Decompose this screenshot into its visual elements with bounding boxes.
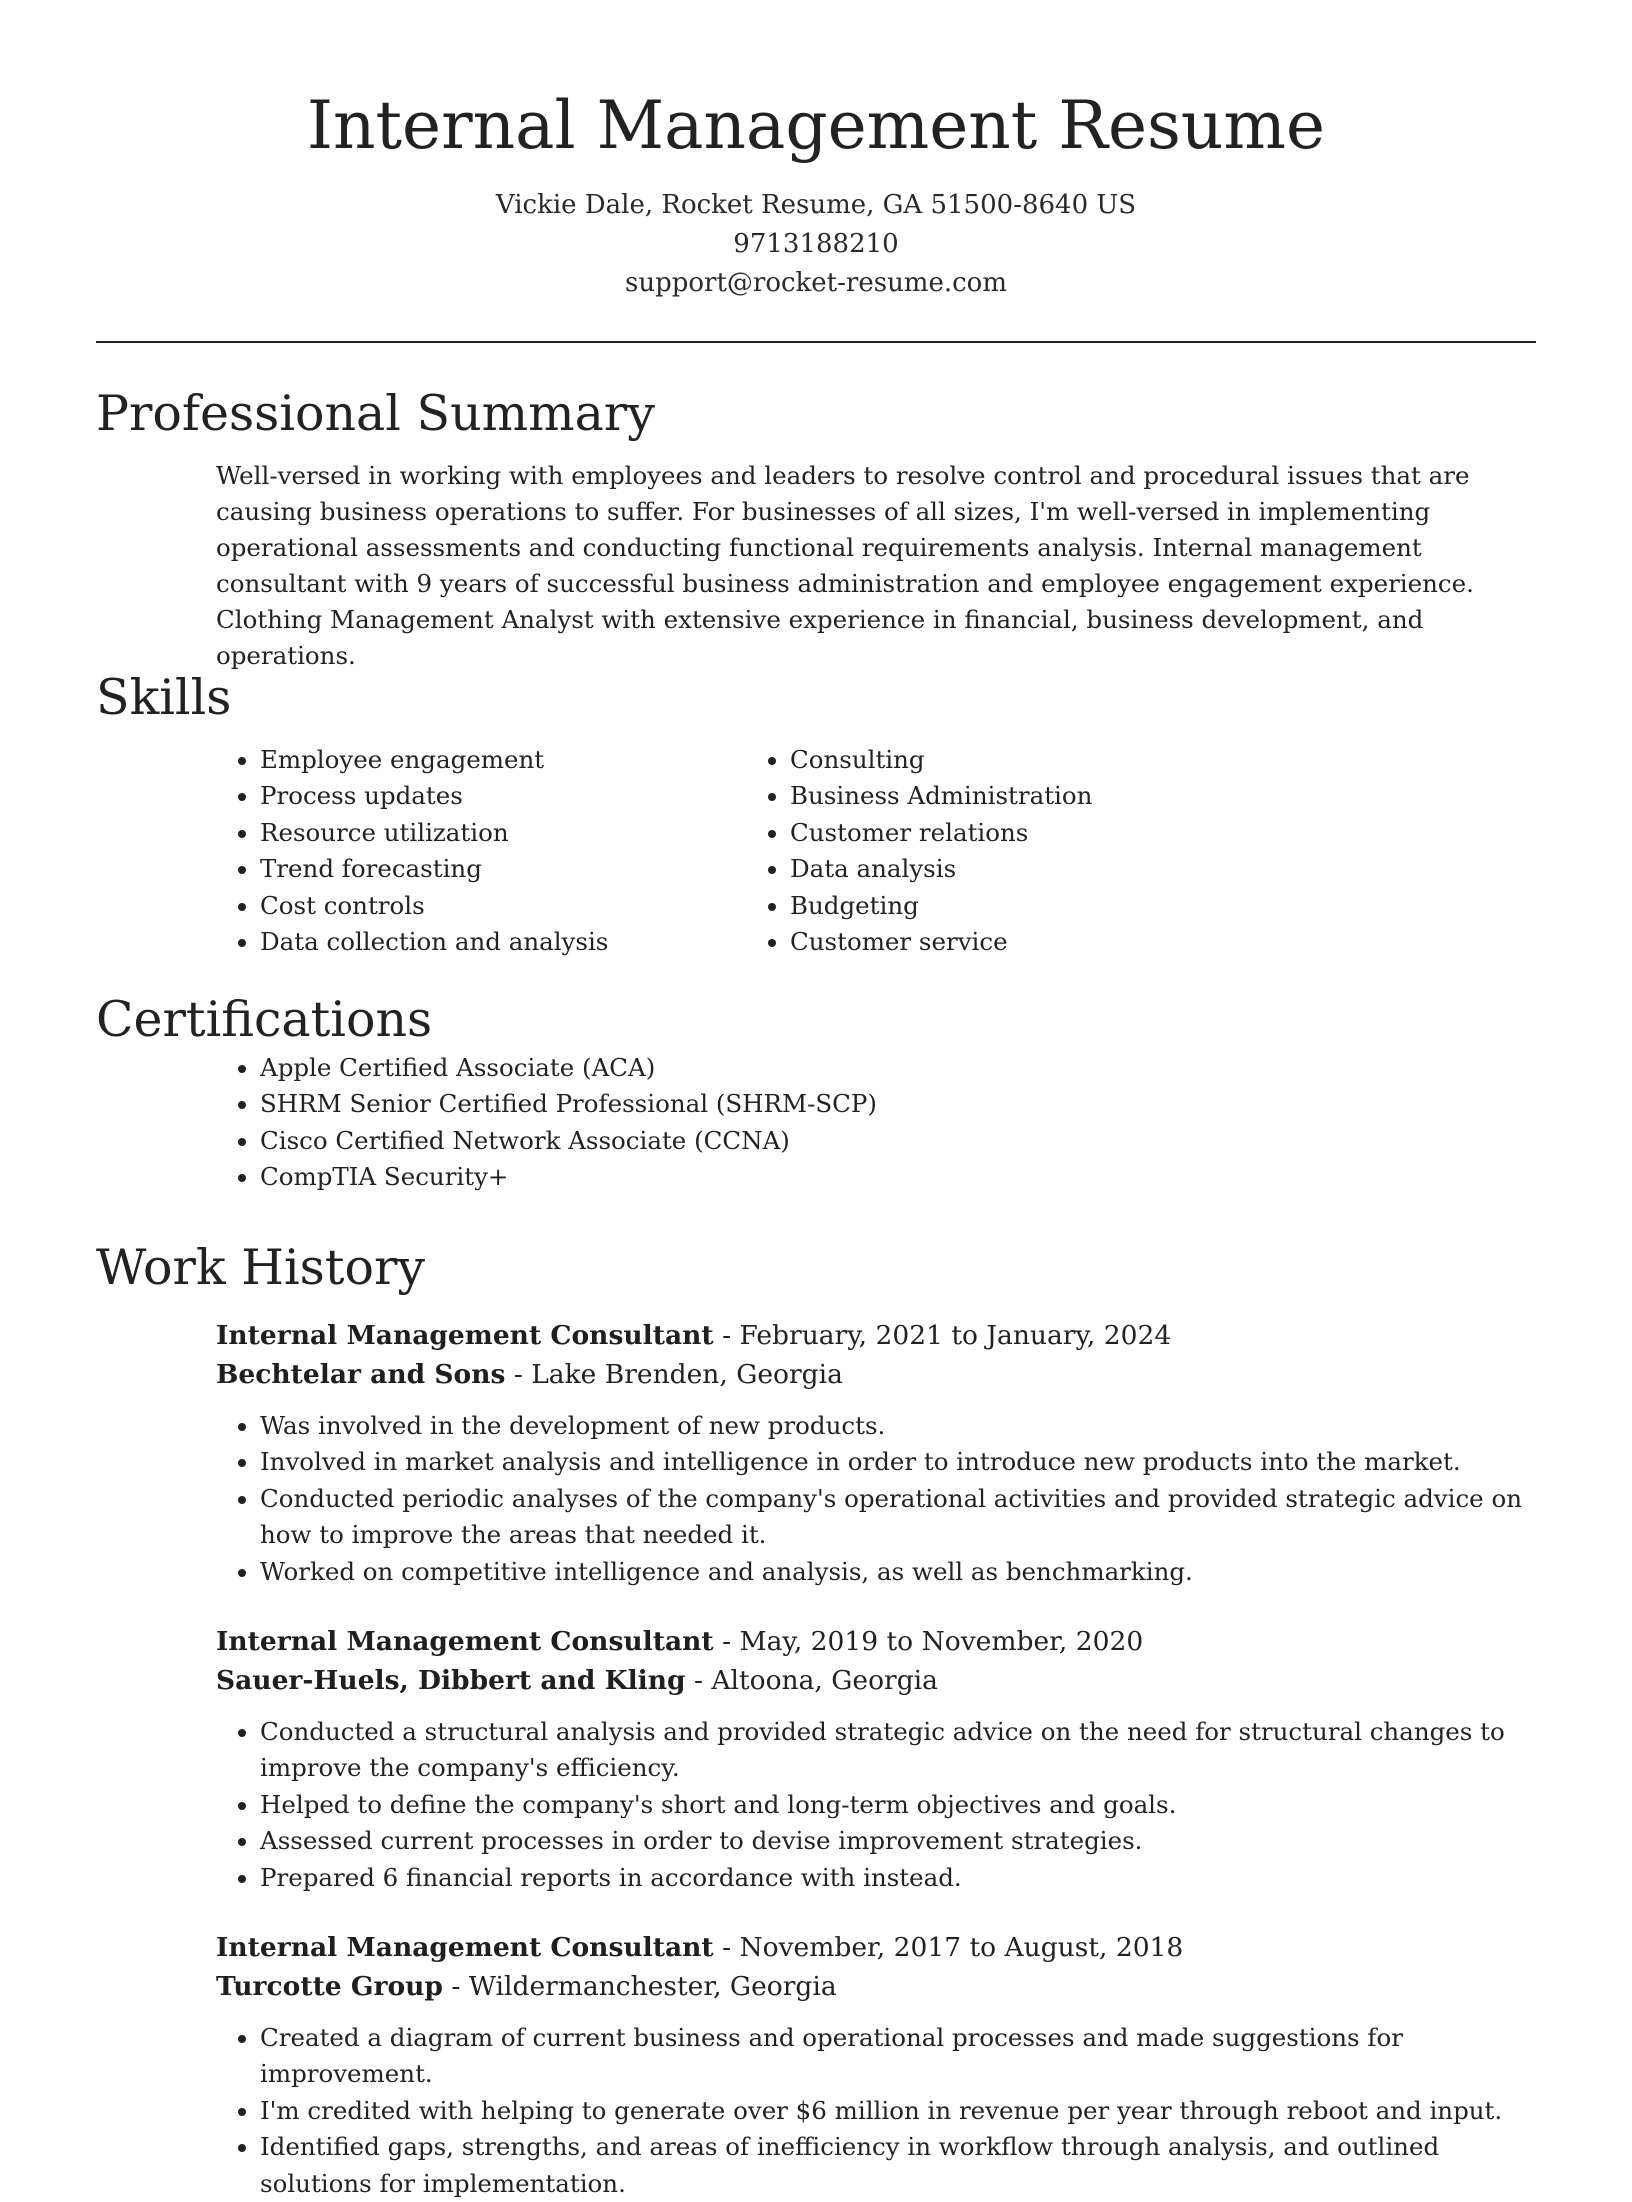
job-company: Turcotte Group — [216, 1971, 443, 2002]
skill-item: • Consulting — [790, 742, 1396, 778]
skill-item: • Cost controls — [260, 888, 746, 924]
job-title: Internal Management Consultant — [216, 1932, 714, 1963]
job-bullets — [216, 2020, 1536, 2202]
job-company-line — [216, 1661, 1536, 1700]
contact-block — [0, 186, 1632, 303]
job-bullet: • I'm credited with helping to generate over $6 million in revenue per year through reboot and input. — [260, 2093, 1536, 2129]
certification-item: • SHRM Senior Certified Professional (SHRM-SCP) — [260, 1086, 1536, 1122]
summary-section — [96, 384, 1536, 674]
skills-list-right — [746, 742, 1396, 960]
job-bullet: • Identified gaps, strengths, and areas of inefficiency in workflow through analysis, and outlined solutions for implementation. — [260, 2129, 1536, 2202]
job-bullet: • Prepared 6 financial reports in accordance with instead. — [260, 1860, 1536, 1896]
certification-item: • Cisco Certified Network Associate (CCNA) — [260, 1123, 1536, 1159]
job-bullet: • Involved in market analysis and intelligence in order to introduce new products into the market. — [260, 1444, 1536, 1480]
skills-columns — [96, 742, 1536, 960]
job-location: - Altoona, Georgia — [685, 1665, 938, 1696]
skill-item: • Business Administration — [790, 778, 1396, 814]
skill-item: • Resource utilization — [260, 815, 746, 851]
skill-item: • Trend forecasting — [260, 851, 746, 887]
job-bullets — [216, 1714, 1536, 1896]
summary-text: Well-versed in working with employees and leaders to resolve control and procedural issues that are causing business operations to suffer. For businesses of all sizes, I'm well-versed in implementing operational assessments and conducting functional requirements analysis. Internal management consultant with 9 years of successful business administration and employee engagement experience. Clothing Management Analyst with extensive experience in financial, business development, and operations. — [216, 461, 1474, 670]
skills-list-left — [96, 742, 746, 960]
skill-item: • Customer relations — [790, 815, 1396, 851]
summary-heading: Professional Summary — [96, 385, 655, 442]
work-history-heading: Work History — [96, 1239, 426, 1296]
job-dates: - February, 2021 to January, 2024 — [713, 1320, 1172, 1351]
skill-item: • Employee engagement — [260, 742, 746, 778]
job-entry — [96, 1928, 1536, 2202]
certification-item: • Apple Certified Associate (ACA) — [260, 1050, 1536, 1086]
job-block — [216, 1928, 1536, 2202]
skills-section — [96, 668, 1536, 960]
job-bullet: • Helped to define the company's short and long-term objectives and goals. — [260, 1787, 1536, 1823]
job-title: Internal Management Consultant — [216, 1320, 714, 1351]
skills-heading: Skills — [96, 669, 232, 726]
job-company: Sauer-Huels, Dibbert and Kling — [216, 1665, 686, 1696]
job-location: - Wildermanchester, Georgia — [442, 1971, 837, 2002]
job-bullet: • Conducted a structural analysis and provided strategic advice on the need for structural changes to improve the company's efficiency. — [260, 1714, 1536, 1787]
job-title: Internal Management Consultant — [216, 1626, 714, 1657]
skill-item: • Process updates — [260, 778, 746, 814]
job-company-line — [216, 1355, 1536, 1394]
skill-item: • Budgeting — [790, 888, 1396, 924]
job-bullet: • Was involved in the development of new products. — [260, 1408, 1536, 1444]
certification-item: • CompTIA Security+ — [260, 1159, 1536, 1195]
job-bullet: • Conducted periodic analyses of the company's operational activities and provided strategic advice on how to improve the areas that needed it. — [260, 1481, 1536, 1554]
certifications-heading: Certifications — [96, 991, 433, 1048]
job-company-line — [216, 1967, 1536, 2006]
job-block — [216, 1622, 1536, 1896]
work-history-section — [96, 1238, 1536, 1298]
job-company: Bechtelar and Sons — [216, 1359, 506, 1390]
resume-title: Internal Management Resume — [306, 87, 1326, 164]
header-divider — [96, 341, 1536, 343]
job-entry — [96, 1622, 1536, 1896]
job-bullet: • Created a diagram of current business and operational processes and made suggestions for improvement. — [260, 2020, 1536, 2093]
resume-header — [0, 0, 1632, 303]
certifications-list — [96, 1050, 1536, 1196]
job-block — [216, 1316, 1536, 1590]
skill-item: • Customer service — [790, 924, 1396, 960]
job-bullet: • Worked on competitive intelligence and analysis, as well as benchmarking. — [260, 1554, 1536, 1590]
contact-address: Vickie Dale, Rocket Resume, GA 51500-8640 US — [495, 190, 1137, 220]
job-title-line — [216, 1316, 1536, 1355]
job-dates: - May, 2019 to November, 2020 — [713, 1626, 1144, 1657]
certifications-section — [96, 990, 1536, 1196]
skill-item: • Data analysis — [790, 851, 1396, 887]
job-dates: - November, 2017 to August, 2018 — [713, 1932, 1184, 1963]
contact-email: support@rocket-resume.com — [624, 268, 1007, 298]
job-title-line — [216, 1928, 1536, 1967]
job-location: - Lake Brenden, Georgia — [505, 1359, 843, 1390]
skill-item: • Data collection and analysis — [260, 924, 746, 960]
job-title-line — [216, 1622, 1536, 1661]
contact-phone: 9713188210 — [733, 229, 899, 259]
job-bullets — [216, 1408, 1536, 1590]
job-entry — [96, 1316, 1536, 1590]
job-bullet: • Assessed current processes in order to devise improvement strategies. — [260, 1823, 1536, 1859]
